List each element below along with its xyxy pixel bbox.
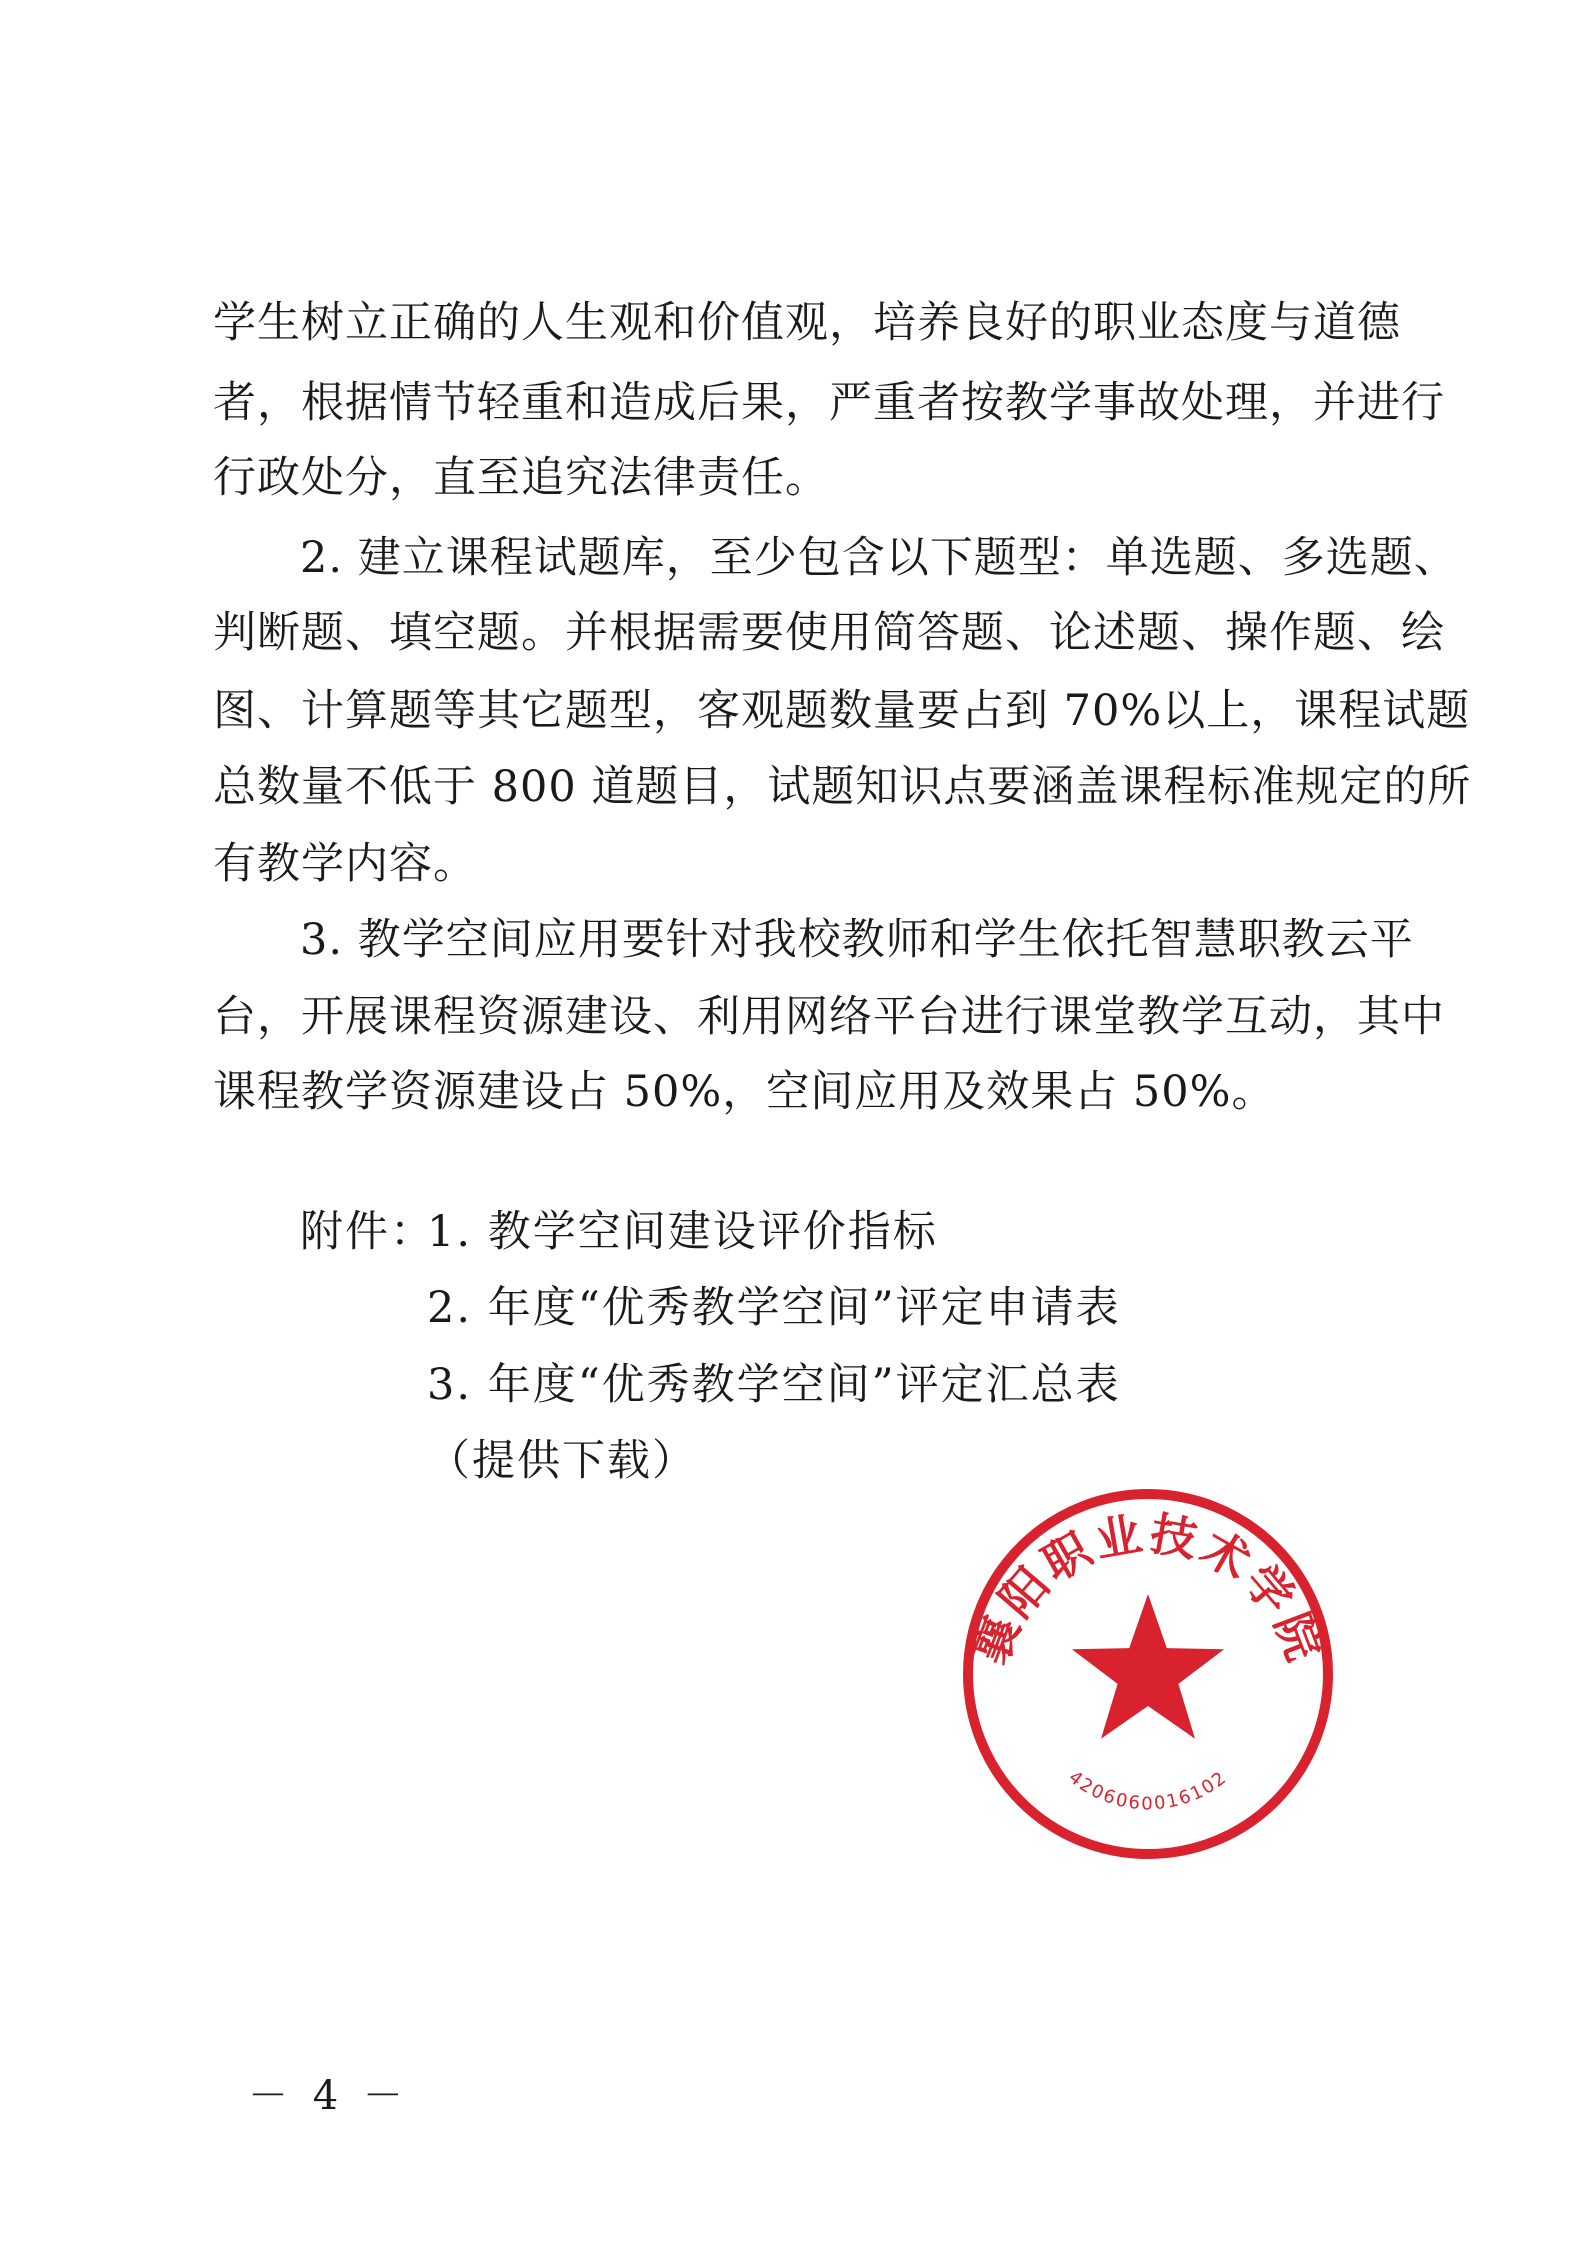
paragraph-2-line-5: 有教学内容。 — [213, 839, 477, 889]
seal-code-path: 4206060016102 — [1064, 1766, 1232, 1815]
paragraph-3-line-1: 3. 教学空间应用要针对我校教师和学生依托智慧职教云平 — [300, 915, 1414, 965]
paragraph-2-line-4: 总数量不低于 800 道题目，试题知识点要涵盖课程标准规定的所 — [213, 762, 1472, 812]
paragraph-2-line-2: 判断题、填空题。并根据需要使用简答题、论述题、操作题、绘 — [213, 608, 1445, 658]
seal-code — [1065, 1767, 1232, 1815]
paragraph-3-line-3: 课程教学资源建设占 50%，空间应用及效果占 50%。 — [213, 1067, 1276, 1117]
page-number: － 4 － — [248, 2073, 409, 2119]
star-icon — [1072, 1594, 1224, 1739]
paragraph-2-line-3: 图、计算题等其它题型，客观题数量要占到 70%以上，课程试题 — [213, 686, 1471, 736]
attachment-item-1: 1. 教学空间建设评价指标 — [427, 1207, 938, 1257]
attachment-note: （提供下载） — [427, 1436, 697, 1486]
paragraph-1-line-3: 行政处分，直至追究法律责任。 — [213, 453, 829, 503]
attachment-item-3: 3. 年度“优秀教学空间”评定汇总表 — [427, 1360, 1121, 1410]
paragraph-2-line-1: 2. 建立课程试题库，至少包含以下题型：单选题、多选题、 — [300, 533, 1458, 583]
paragraph-3-line-2: 台，开展课程资源建设、利用网络平台进行课堂教学互动，其中 — [213, 992, 1445, 1042]
paragraph-1-line-2: 者，根据情节轻重和造成后果，严重者按教学事故处理，并进行 — [213, 378, 1445, 428]
paragraph-1-line-1: 学生树立正确的人生观和价值观，培养良好的职业态度与道德 — [213, 298, 1401, 348]
attachment-item-2: 2. 年度“优秀教学空间”评定申请表 — [427, 1283, 1121, 1333]
official-seal — [948, 1474, 1348, 1874]
attachments-label: 附件： — [300, 1207, 435, 1257]
seal-name-path: 襄阳职业技术学院 — [963, 1506, 1333, 1672]
